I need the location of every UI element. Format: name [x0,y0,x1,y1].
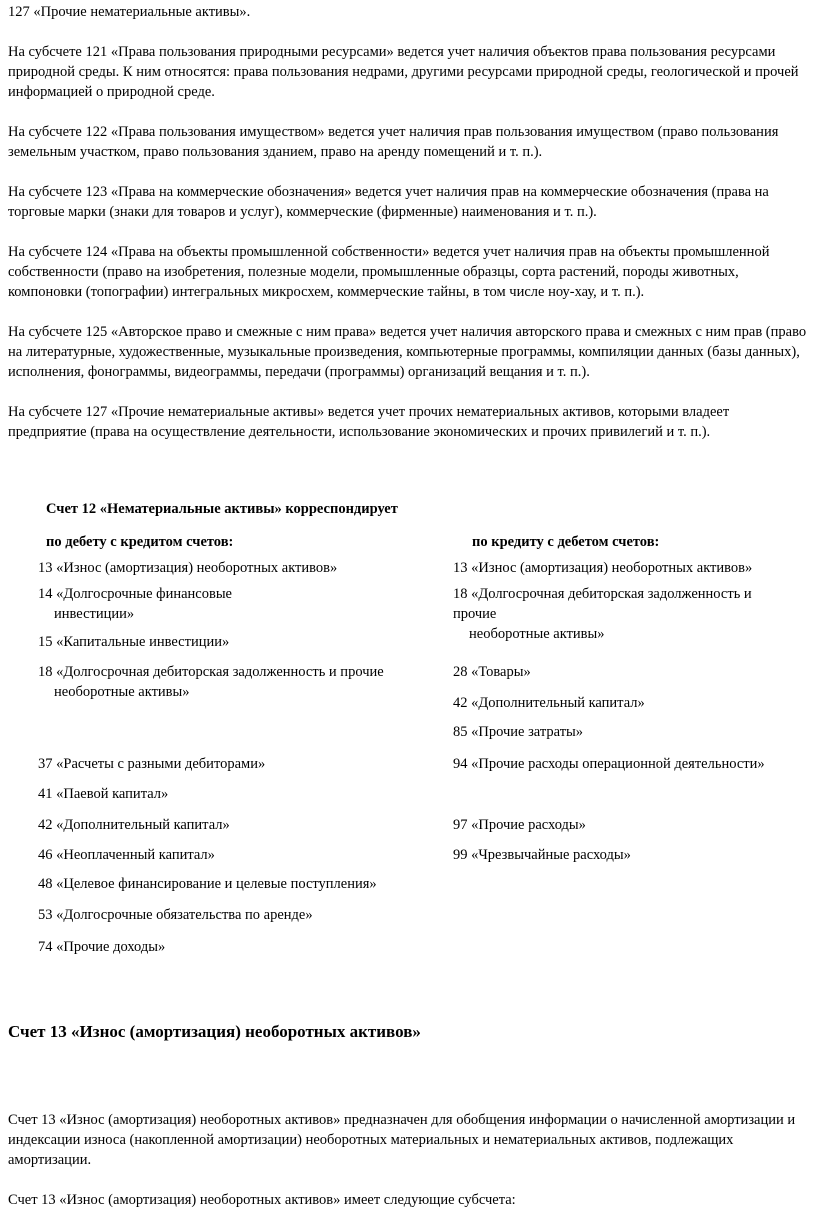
account-label: 37 «Расчеты с разными дебиторами» [38,756,266,772]
debit-account-53 [38,905,418,925]
paragraph-124: На субсчете 124 «Права на объекты промышленной собственности» ведется учет наличия прав на объекты промышленной собственности (право на изобретения, полезные модели, промышленные образцы, сорта растений, породы животных, компоновки (топографии) интегральных микросхем, коммерческие тайны, в том числе ноу-хау, и т. п.). [8,244,770,300]
credit-account-94 [453,754,798,774]
debit-account-14 [38,584,258,624]
credit-account-28 [453,662,798,682]
top-line: 127 «Прочие нематериальные активы». [8,4,251,20]
account-label: 74 «Прочие доходы» [38,939,166,955]
debit-account-48 [38,874,418,894]
debit-account-15 [38,632,418,652]
paragraph-123: На субсчете 123 «Права на коммерческие обозначения» ведется учет наличия прав на коммерческие обозначения (права на торговые марки (знаки для товаров и услуг), коммерческие (фирменные) наименования и т. п.). [8,184,769,220]
paragraph-121: На субсчете 121 «Права пользования природными ресурсами» ведется учет наличия объектов права пользования ресурсами природной среды. К ним относятся: права пользования недрами, другими ресурсами природной среды, геологической и прочей информацией о природной среде. [8,44,799,100]
account-label: 28 «Товары» [453,664,531,680]
account-label: 13 «Износ (амортизация) необоротных активов» [453,560,753,576]
paragraph-122: На субсчете 122 «Права пользования имуществом» ведется учет наличия прав пользования имуществом (право пользования земельным участком, право пользования зданием, право на аренду помещений и т. п.). [8,124,779,160]
account-label: 97 «Прочие расходы» [453,817,586,833]
correspondence-table [38,499,798,978]
debit-account-18 [38,662,418,702]
account-label: 53 «Долгосрочные обязательства по аренде» [38,907,313,923]
account-label: 13 «Износ (амортизация) необоротных активов» [38,560,338,576]
credit-account-99 [453,845,798,865]
debit-account-46 [38,845,418,865]
account-label: 18 «Долгосрочная дебиторская задолженность и прочие [453,586,752,622]
correspondence-body [38,558,798,978]
debit-account-37 [38,754,418,774]
credit-account-42 [453,693,798,713]
account-label-cont: необоротные активы» [469,626,605,642]
account-label-cont: необоротные активы» [54,684,190,700]
debit-account-42 [38,815,418,835]
correspondence-header-row [38,532,798,552]
credit-account-85 [453,722,798,742]
correspondence-title: Счет 12 «Нематериальные активы» корреспондирует [46,501,398,517]
account-label: 14 «Долгосрочные финансовые [38,586,232,602]
credit-account-97 [453,815,798,835]
account-label: 46 «Неоплаченный капитал» [38,847,215,863]
bottom-paragraph-2: Счет 13 «Износ (амортизация) необоротных активов» имеет следующие субсчета: [8,1192,516,1208]
account-label: 99 «Чрезвычайные расходы» [453,847,631,863]
debit-account-74 [38,937,418,957]
account-label: 85 «Прочие затраты» [453,724,584,740]
bottom-paragraph-1: Счет 13 «Износ (амортизация) необоротных активов» предназначен для обобщения информации о начисленной амортизации и индексации износа (накопленной амортизации) необоротных материальных и нематериальных активов, подлежащих амортизации. [8,1112,796,1168]
account-label: 18 «Долгосрочная дебиторская задолженность и прочие [38,664,384,680]
debit-account-13 [38,558,418,578]
account-label: 15 «Капитальные инвестиции» [38,634,230,650]
credit-account-18 [453,584,798,644]
account-label: 94 «Прочие расходы операционной деятельности» [453,756,765,772]
debit-account-41 [38,784,418,804]
section-title: Счет 13 «Износ (амортизация) необоротных активов» [8,1022,421,1041]
credit-account-13 [453,558,798,578]
paragraph-125: На субсчете 125 «Авторское право и смежные с ним права» ведется учет наличия авторского права и смежных с ним прав (право на литературные, художественные, музыкальные произведения, компьютерные программы, компиляции данных (базы данных), исполнения, фонограммы, видеограммы, передачи (программы) организаций вещания и т. п.). [8,324,807,380]
account-label: 42 «Дополнительный капитал» [453,695,645,711]
subaccount-paragraphs [8,42,808,442]
credit-header: по кредиту с дебетом счетов: [472,534,660,550]
account-label: 42 «Дополнительный капитал» [38,817,230,833]
account-label: 41 «Паевой капитал» [38,786,169,802]
debit-header: по дебету с кредитом счетов: [46,534,234,550]
account-label: 48 «Целевое финансирование и целевые поступления» [38,876,377,892]
paragraph-127: На субсчете 127 «Прочие нематериальные активы» ведется учет прочих нематериальных активов, которыми владеет предприятие (права на осуществление деятельности, использование экономических и прочих привилегий и т. п.). [8,404,730,440]
account-label-cont: инвестиции» [54,606,135,622]
